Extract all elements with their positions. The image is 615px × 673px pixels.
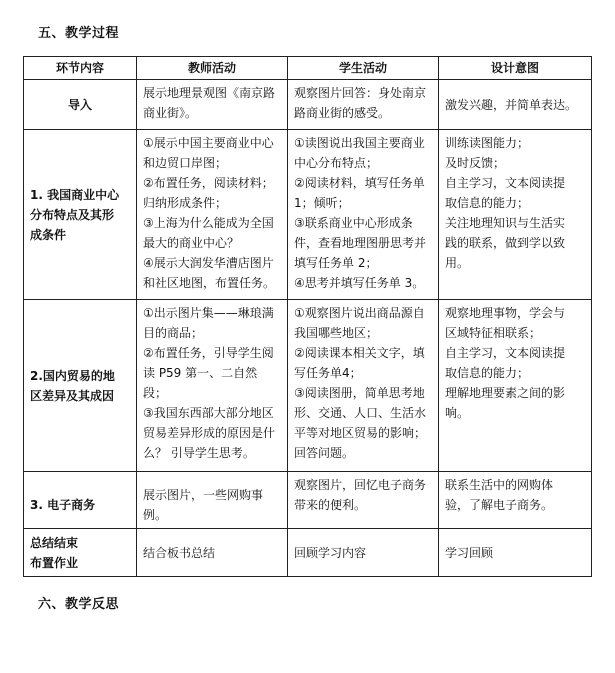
cell-line: 结合板书总结 [143,545,216,560]
design-cell [439,472,592,529]
stage-line: 总结结束 [30,535,79,550]
student-cell [288,300,439,472]
design-cell [439,130,592,300]
teacher-cell [137,529,288,577]
table-row [24,529,592,577]
cell-line: 目的商品； [143,326,204,340]
design-cell [439,529,592,577]
cell-line: 贸易差异形成的原因是什 [143,426,276,440]
cell-line: 关注地理知识与生活实 [445,216,566,230]
cell-line: ②布置任务，引导学生阅 [143,346,274,360]
cell-line: ①展示中国主要商业中心 [143,136,274,150]
header-teacher-activity: 教师活动 [137,57,288,80]
cell-line: 我国哪些地区； [294,326,379,340]
cell-line: ②阅读课本相关文字，填 [294,346,425,360]
cell-line: 填写任务单 2； [294,256,378,270]
cell-line: ①出示图片集——琳琅满 [143,306,274,320]
cell-line: 最大的商业中心？ [143,236,240,250]
cell-line: 展示图片，一些网购事例。 [143,488,264,522]
cell-line: 带来的便利。 [294,498,367,512]
table-row [24,472,592,529]
cell-line: 训练读图能力； [445,136,530,150]
teacher-cell [137,300,288,472]
cell-line: 路商业街的感受。 [294,106,391,120]
stage-cell [24,472,137,529]
cell-line: ③上海为什么能成为全国 [143,216,274,230]
cell-line: 回顾学习内容 [294,545,367,560]
stage-cell [24,130,137,300]
stage-line: 区差异及其成因 [30,388,115,403]
cell-line: 验，了解电子商务。 [445,498,554,512]
cell-line: 么？ 引导学生思考。 [143,446,255,460]
student-cell [288,529,439,577]
stage-line: 成条件 [30,227,67,242]
stage-line: 3. 电子商务 [30,498,96,512]
stage-cell [24,80,137,130]
cell-line: ②布置任务，阅读材料； [143,176,274,190]
cell-line: ①读图说出我国主要商业 [294,136,425,150]
cell-line: ④思考并填写任务单 3。 [294,276,425,290]
cell-line: ③我国东西部大部分地区 [143,406,274,420]
cell-line: 商业街》。 [143,106,198,120]
header-design-intent: 设计意图 [439,57,592,80]
design-cell [439,80,592,130]
student-cell [288,80,439,130]
cell-line: 响。 [445,406,470,420]
cell-line: 区域特征相联系； [445,326,542,340]
cell-line: ③联系商业中心形成条 [294,216,413,230]
student-cell [288,472,439,529]
cell-line: 观察地理事物，学会与 [445,306,566,320]
cell-line: 归纳形成条件； [143,196,228,210]
cell-line: 和社区地图，布置任务。 [143,276,276,290]
cell-line: 自主学习，文本阅读提 [445,176,566,190]
cell-line: ④展示大润发华漕店图片 [143,256,274,270]
section-title-teaching-reflection: 六、教学反思 [38,597,120,612]
cell-line: 1；倾听； [294,196,350,210]
cell-line: 和边贸口岸图； [143,156,228,170]
teaching-process-table [23,56,592,577]
stage-line: 1. 我国商业中心 [30,187,120,202]
cell-line: 激发兴趣，并简单表达。 [445,97,578,112]
table-header-row [24,57,592,80]
stage-line: 布置作业 [30,555,79,570]
stage-line: 导入 [67,97,92,112]
header-stage: 环节内容 [24,57,137,80]
teacher-cell [137,130,288,300]
cell-line: 取信息的能力； [445,196,530,210]
student-cell [288,130,439,300]
cell-line: ①观察图片说出商品源自 [294,306,425,320]
cell-line: ③阅读图册，简单思考地 [294,386,425,400]
cell-line: 观察图片回答：身处南京 [294,86,427,100]
table-row [24,80,592,130]
stage-cell [24,300,137,472]
cell-line: 学习回顾 [445,545,494,560]
design-cell [439,300,592,472]
section-title-teaching-process: 五、教学过程 [38,26,120,41]
stage-line: 分布特点及其形 [30,207,115,222]
cell-line: 形、交通、人口、生活水 [294,406,427,420]
stage-line: 2.国内贸易的地 [30,368,115,383]
teacher-cell [137,80,288,130]
cell-line: ②阅读材料，填写任务单 [294,176,425,190]
cell-line: 读 P59 第一、二自然段； [143,366,258,400]
cell-line: 写任务单4； [294,366,362,380]
cell-line: 理解地理要素之间的影 [445,386,566,400]
teacher-cell [137,472,288,529]
cell-line: 中心分布特点； [294,156,379,170]
cell-line: 自主学习，文本阅读提 [445,346,566,360]
header-student-activity: 学生活动 [288,57,439,80]
stage-cell [24,529,137,577]
table-row [24,300,592,472]
cell-line: 践的联系，做到学以致 [445,236,566,250]
cell-line: 取信息的能力； [445,366,530,380]
cell-line: 及时反馈； [445,156,506,170]
cell-line: 联系生活中的网购体 [445,478,554,492]
cell-line: 平等对地区贸易的影响； [294,426,427,440]
cell-line: 观察图片，回忆电子商务 [294,478,427,492]
cell-line: 用。 [445,256,470,270]
table-row [24,130,592,300]
cell-line: 展示地理景观图《南京路 [143,86,276,100]
cell-line: 件，查看地理图册思考并 [294,236,427,250]
cell-line: 回答问题。 [294,446,355,460]
